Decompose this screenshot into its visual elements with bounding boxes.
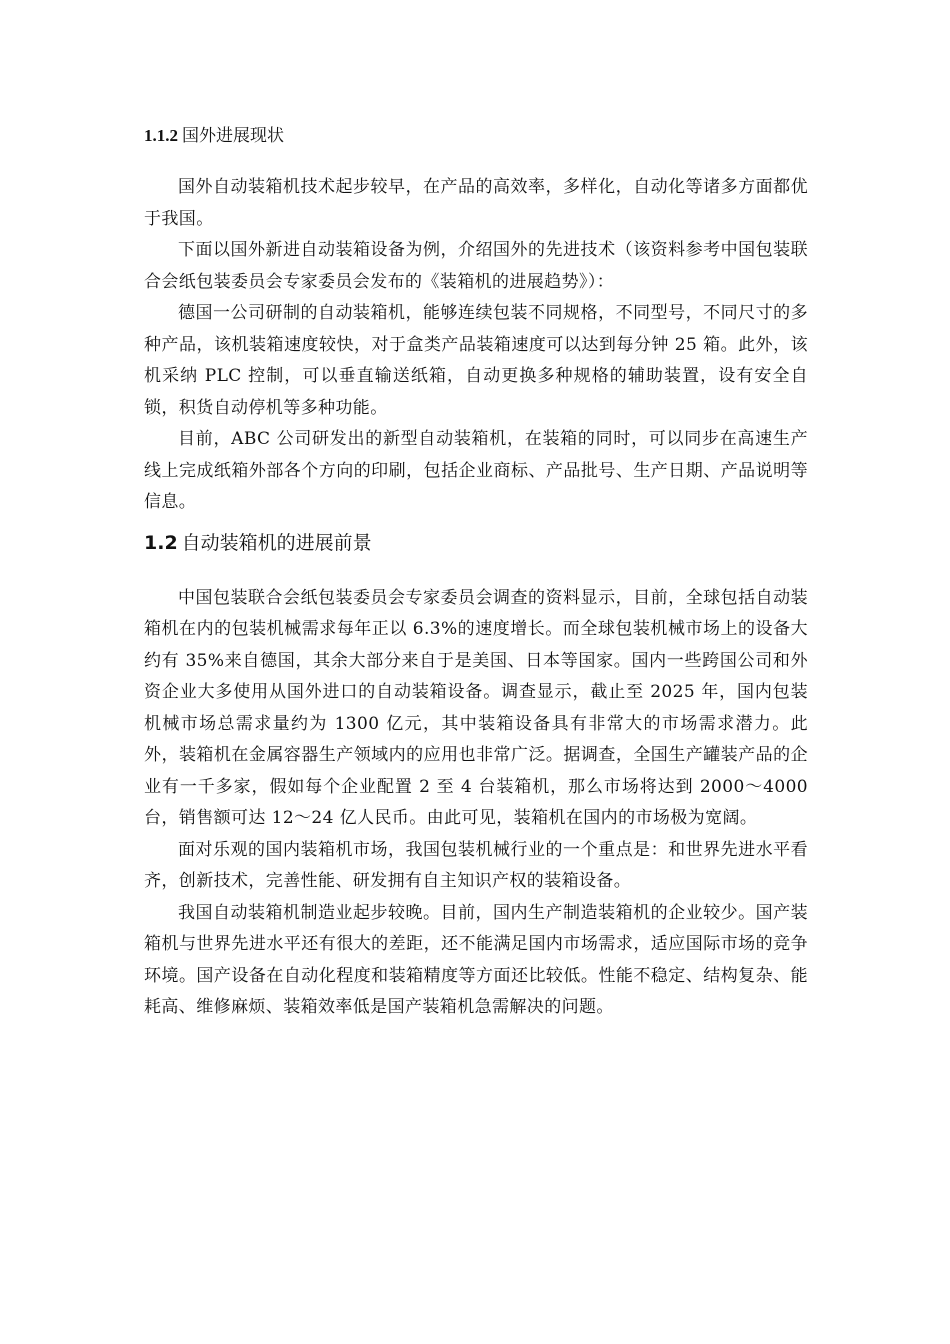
section-number: 1.2 [144,531,178,554]
section-heading [144,523,808,563]
document-page [144,118,808,1024]
paragraph: 我国自动装箱机制造业起步较晚。目前，国内生产制造装箱机的企业较少。国产装箱机与世界先进水平还有很大的差距，还不能满足国内市场需求，适应国际市场的竞争环境。国产设备在自动化程度和装箱精度等方面还比较低。性能不稳定、结构复杂、能耗高、维修麻烦、装箱效率低是国产装箱机急需解决的问题。 [144,902,808,1017]
paragraph: 中国包装联合会纸包装委员会专家委员会调查的资料显示，目前，全球包括自动装箱机在内的包装机械需求每年正以 6.3%的速度增长。而全球包装机械市场上的设备大约有 35%来自德国，其余大部分来自于是美国、日本等国家。国内一些跨国公司和外资企业大多使用从国外进口的自动装箱设备。调查显示，截止至 2025 年，国内包装机械市场总需求量约为 1300 亿元，其中装箱设备具有非常大的市场需求潜力。此外，装箱机在金属容器生产领域内的应用也非常广泛。据调查，全国生产罐装产品的企业有一千多家，假如每个企业配置 2 至 4 台装箱机，那么市场将达到 2000～4000 台，销售额可达 12～24 亿人民币。由此可见，装箱机在国内的市场极为宽阔。 [144,587,808,828]
section-title: 自动装箱机的进展前景 [181,531,372,554]
paragraph: 德国一公司研制的自动装箱机，能够连续包装不同规格，不同型号，不同尺寸的多种产品，该机装箱速度较快，对于盒类产品装箱速度可以达到每分钟 25 箱。此外，该机采纳 PLC 控制，可以垂直输送纸箱，自动更换多种规格的辅助装置，设有安全自锁，积货自动停机等多种功能。 [144,303,809,418]
paragraph: 面对乐观的国内装箱机市场，我国包装机械行业的一个重点是：和世界先进水平看齐，创新技术，完善性能、研发拥有自主知识产权的装箱设备。 [144,839,808,891]
subsection-number: 1.1.2 [144,126,178,145]
subsection-heading [144,118,808,154]
paragraph: 目前，ABC 公司研发出的新型自动装箱机，在装箱的同时，可以同步在高速生产线上完成纸箱外部各个方向的印刷，包括企业商标、产品批号、生产日期、产品说明等信息。 [144,429,808,512]
paragraph: 国外自动装箱机技术起步较早，在产品的高效率，多样化，自动化等诸多方面都优于我国。 [144,177,808,229]
subsection-title: 国外进展现状 [182,126,284,146]
paragraph: 下面以国外新进自动装箱设备为例，介绍国外的先进技术（该资料参考中国包装联合会纸包装委员会专家委员会发布的《装箱机的进展趋势》）： [144,240,808,292]
